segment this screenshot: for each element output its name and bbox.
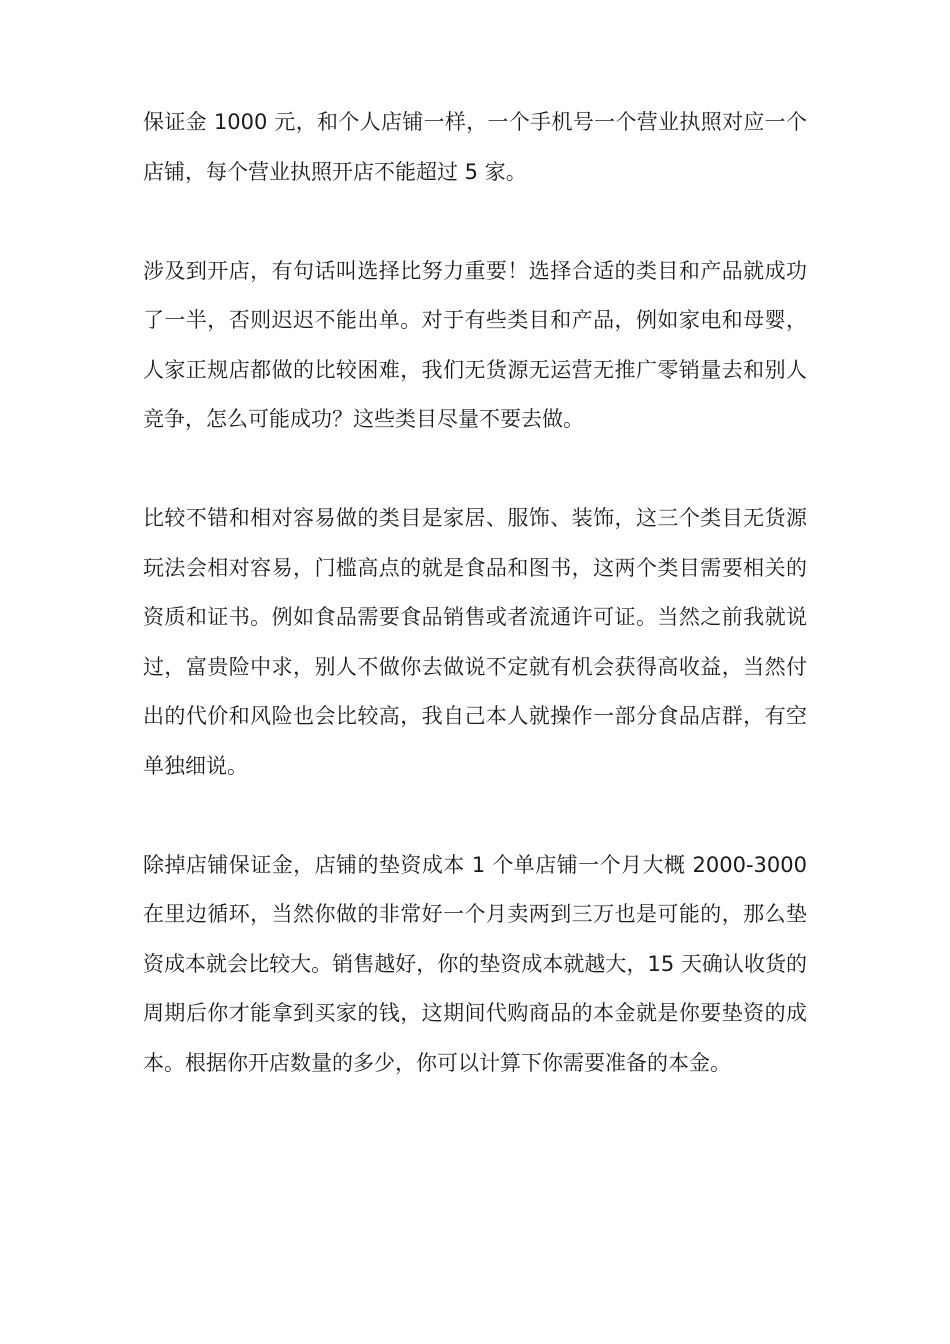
- paragraph-funding-cost: 除掉店铺保证金，店铺的垫资成本 1 个单店铺一个月大概 2000-3000 在里边循环，当然你做的非常好一个月卖两到三万也是可能的，那么垫资成本就会比较大。销售越好，你的垫资成本就越大，15 天确认收货的周期后你才能拿到买家的钱，这期间代购商品的本金就是你要垫资的成本。根据你开店数量的多少，你可以计算下你需要准备的本金。: [143, 852, 807, 1075]
- paragraph-recommended-categories: 比较不错和相对容易做的类目是家居、服饰、装饰，这三个类目无货源玩法会相对容易，门槛高点的就是食品和图书，这两个类目需要相关的资质和证书。例如食品需要食品销售或者流通许可证。当然之前我就说过，富贵险中求，别人不做你去做说不定就有机会获得高收益，当然付出的代价和风险也会比较高，我自己本人就操作一部分食品店群，有空单独细说。: [143, 506, 807, 778]
- document-body: [143, 98, 807, 1088]
- paragraph-category-choice: 涉及到开店，有句话叫选择比努力重要！选择合适的类目和产品就成功了一半，否则迟迟不能出单。对于有些类目和产品，例如家电和母婴，人家正规店都做的比较困难，我们无货源无运营无推广零销量去和别人竞争，怎么可能成功？这些类目尽量不要去做。: [143, 258, 807, 431]
- paragraph-deposit: 保证金 1000 元，和个人店铺一样，一个手机号一个营业执照对应一个店铺，每个营业执照开店不能超过 5 家。: [143, 110, 807, 184]
